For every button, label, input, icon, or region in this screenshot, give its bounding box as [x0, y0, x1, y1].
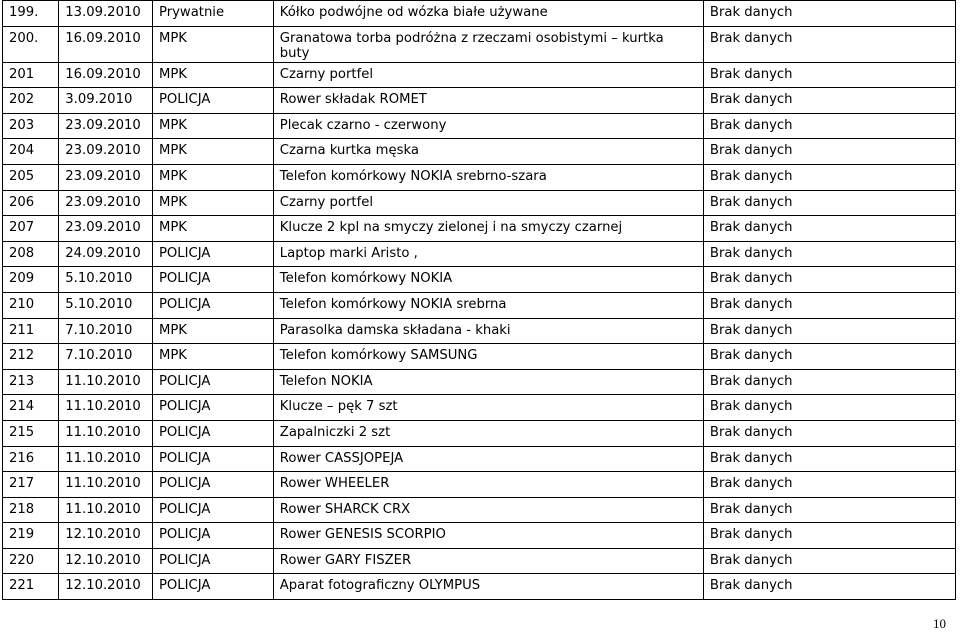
cell-number [3, 292, 59, 318]
cell-number [3, 113, 59, 139]
cell-number-text: 200. [9, 30, 39, 46]
cell-description [273, 497, 703, 523]
table-row [3, 369, 956, 395]
cell-status-text: Brak danych [709, 194, 793, 210]
cell-number-text: 210 [9, 296, 35, 312]
cell-date [59, 241, 153, 267]
cell-number [3, 190, 59, 216]
cell-institution-text: POLICJA [158, 399, 211, 415]
cell-institution-text: MPK [158, 117, 187, 133]
cell-description-text: Rower GENESIS SCORPIO [279, 527, 446, 543]
cell-date-text: 11.10.2010 [65, 450, 141, 466]
cell-date [59, 26, 153, 62]
cell-institution-text: Prywatnie [158, 5, 225, 20]
table-row [3, 88, 956, 114]
cell-status [703, 497, 955, 523]
table-body [3, 1, 956, 600]
cell-description [273, 190, 703, 216]
cell-status [703, 26, 955, 62]
cell-institution [152, 472, 273, 498]
cell-number-text: 203 [9, 117, 35, 133]
cell-description [273, 62, 703, 88]
cell-date [59, 62, 153, 88]
cell-institution [152, 369, 273, 395]
cell-description-text: Telefon NOKIA [279, 373, 373, 389]
table-row [3, 216, 956, 242]
cell-date-text: 11.10.2010 [65, 373, 141, 389]
cell-status-text: Brak danych [709, 527, 793, 543]
table-row [3, 472, 956, 498]
cell-description-text: Parasolka damska składana - khaki [279, 322, 511, 338]
cell-description-text: Laptop marki Aristo , [279, 245, 418, 261]
cell-status-text: Brak danych [709, 168, 793, 184]
table-row [3, 523, 956, 549]
cell-number-text: 199. [9, 5, 39, 20]
cell-number-text: 211 [9, 322, 35, 338]
table-row [3, 26, 956, 62]
table-row [3, 62, 956, 88]
cell-institution [152, 216, 273, 242]
cell-institution [152, 497, 273, 523]
cell-institution-text: POLICJA [158, 578, 211, 594]
cell-number-text: 213 [9, 373, 35, 389]
cell-description [273, 420, 703, 446]
cell-description-text: Rower SHARCK CRX [279, 501, 411, 517]
cell-date [59, 318, 153, 344]
cell-number [3, 472, 59, 498]
cell-institution [152, 267, 273, 293]
cell-status [703, 88, 955, 114]
cell-number-text: 219 [9, 527, 35, 543]
cell-date [59, 472, 153, 498]
cell-institution-text: POLICJA [158, 476, 211, 492]
cell-date [59, 1, 153, 27]
cell-description [273, 395, 703, 421]
cell-date-text: 12.10.2010 [65, 527, 141, 543]
table-row [3, 241, 956, 267]
cell-institution-text: POLICJA [158, 245, 211, 261]
cell-institution [152, 548, 273, 574]
cell-institution [152, 420, 273, 446]
cell-description-text: Czarna kurtka męska [279, 143, 419, 159]
cell-status-text: Brak danych [709, 245, 793, 261]
cell-description-text: Telefon komórkowy NOKIA [279, 271, 453, 287]
cell-institution-text: POLICJA [158, 296, 211, 312]
cell-institution-text: MPK [158, 322, 187, 338]
cell-institution [152, 190, 273, 216]
table-row [3, 139, 956, 165]
cell-status-text: Brak danych [709, 143, 793, 159]
cell-description [273, 26, 703, 62]
cell-number-text: 207 [9, 220, 35, 236]
cell-number [3, 318, 59, 344]
cell-institution-text: POLICJA [158, 450, 211, 466]
cell-number [3, 216, 59, 242]
cell-date-text: 23.09.2010 [65, 143, 141, 159]
cell-status [703, 216, 955, 242]
cell-description [273, 472, 703, 498]
table-row [3, 113, 956, 139]
cell-date-text: 23.09.2010 [65, 194, 141, 210]
cell-status [703, 574, 955, 600]
cell-date-text: 11.10.2010 [65, 476, 141, 492]
cell-date-text: 23.09.2010 [65, 220, 141, 236]
cell-institution [152, 344, 273, 370]
table-row [3, 446, 956, 472]
cell-number-text: 212 [9, 348, 35, 364]
cell-number-text: 204 [9, 143, 35, 159]
cell-status [703, 523, 955, 549]
cell-institution-text: MPK [158, 168, 187, 184]
cell-date [59, 113, 153, 139]
cell-number-text: 216 [9, 450, 35, 466]
cell-description-text: Rower składak ROMET [279, 92, 427, 108]
cell-description-text: Kółko podwójne od wózka białe używane [279, 5, 548, 20]
cell-number [3, 446, 59, 472]
cell-description-text: Czarny portfel [279, 66, 373, 82]
cell-status [703, 369, 955, 395]
cell-description [273, 1, 703, 27]
cell-status [703, 190, 955, 216]
cell-status-text: Brak danych [709, 92, 793, 108]
table-row [3, 548, 956, 574]
cell-description [273, 292, 703, 318]
table-row [3, 267, 956, 293]
cell-description [273, 574, 703, 600]
cell-status [703, 420, 955, 446]
cell-description [273, 241, 703, 267]
cell-number-text: 218 [9, 501, 35, 517]
cell-description [273, 267, 703, 293]
cell-institution-text: MPK [158, 30, 187, 46]
cell-date-text: 23.09.2010 [65, 168, 141, 184]
cell-status [703, 344, 955, 370]
cell-number [3, 88, 59, 114]
cell-description [273, 369, 703, 395]
cell-institution [152, 88, 273, 114]
table-row [3, 318, 956, 344]
table-row [3, 344, 956, 370]
cell-date-text: 3.09.2010 [65, 92, 133, 108]
cell-number [3, 241, 59, 267]
cell-date-text: 24.09.2010 [65, 245, 141, 261]
cell-number-text: 208 [9, 245, 35, 261]
cell-description [273, 344, 703, 370]
cell-description-text: Aparat fotograficzny OLYMPUS [279, 578, 481, 594]
cell-date [59, 139, 153, 165]
cell-status [703, 62, 955, 88]
cell-institution-text: MPK [158, 143, 187, 159]
cell-description [273, 164, 703, 190]
cell-status [703, 1, 955, 27]
page-number: 10 [933, 616, 946, 631]
cell-number [3, 344, 59, 370]
cell-description [273, 216, 703, 242]
cell-institution [152, 292, 273, 318]
cell-date-text: 16.09.2010 [65, 66, 141, 82]
cell-date [59, 369, 153, 395]
cell-institution [152, 318, 273, 344]
cell-institution-text: MPK [158, 194, 187, 210]
cell-status [703, 292, 955, 318]
cell-status [703, 446, 955, 472]
cell-institution-text: MPK [158, 220, 187, 236]
cell-date [59, 497, 153, 523]
cell-status-text: Brak danych [709, 501, 793, 517]
cell-status [703, 267, 955, 293]
cell-description-text: Rower GARY FISZER [279, 552, 412, 568]
cell-number [3, 62, 59, 88]
cell-institution-text: POLICJA [158, 552, 211, 568]
cell-date-text: 5.10.2010 [65, 271, 133, 287]
cell-institution [152, 395, 273, 421]
cell-institution [152, 139, 273, 165]
cell-date [59, 344, 153, 370]
cell-description [273, 523, 703, 549]
cell-date [59, 164, 153, 190]
cell-institution-text: POLICJA [158, 271, 211, 287]
cell-number-text: 201 [9, 66, 35, 82]
cell-number [3, 497, 59, 523]
cell-description [273, 113, 703, 139]
cell-date-text: 7.10.2010 [65, 348, 133, 364]
cell-date [59, 574, 153, 600]
cell-description-text: Telefon komórkowy NOKIA srebrno-szara [279, 168, 547, 184]
cell-number [3, 395, 59, 421]
cell-number [3, 523, 59, 549]
cell-institution [152, 26, 273, 62]
cell-status [703, 113, 955, 139]
cell-number-text: 202 [9, 92, 35, 108]
cell-status-text: Brak danych [709, 450, 793, 466]
table-row [3, 190, 956, 216]
cell-date [59, 88, 153, 114]
cell-number [3, 369, 59, 395]
cell-status-text: Brak danych [709, 117, 793, 133]
cell-date-text: 7.10.2010 [65, 322, 133, 338]
cell-status-text: Brak danych [709, 578, 793, 594]
table-row [3, 164, 956, 190]
cell-institution-text: POLICJA [158, 527, 211, 543]
cell-institution [152, 523, 273, 549]
cell-institution [152, 62, 273, 88]
cell-number [3, 1, 59, 27]
cell-status-text: Brak danych [709, 424, 793, 440]
cell-description-text: Telefon komórkowy SAMSUNG [279, 348, 478, 364]
cell-date-text: 12.10.2010 [65, 552, 141, 568]
cell-institution-text: MPK [158, 348, 187, 364]
cell-number-text: 209 [9, 271, 35, 287]
cell-number-text: 206 [9, 194, 35, 210]
cell-status-text: Brak danych [709, 271, 793, 287]
cell-status-text: Brak danych [709, 399, 793, 415]
cell-date-text: 5.10.2010 [65, 296, 133, 312]
cell-description-text: Zapalniczki 2 szt [279, 424, 391, 440]
cell-description-text: Klucze 2 kpl na smyczy zielonej i na smyczy czarnej [279, 220, 623, 236]
table-row [3, 497, 956, 523]
cell-status [703, 241, 955, 267]
cell-number [3, 548, 59, 574]
cell-status-text: Brak danych [709, 66, 793, 82]
cell-date-text: 12.10.2010 [65, 578, 141, 594]
cell-date [59, 420, 153, 446]
cell-institution [152, 113, 273, 139]
cell-number [3, 420, 59, 446]
cell-number-text: 217 [9, 476, 35, 492]
cell-status-text: Brak danych [709, 552, 793, 568]
cell-number [3, 267, 59, 293]
cell-date [59, 548, 153, 574]
cell-date-text: 13.09.2010 [65, 5, 141, 20]
cell-number-text: 215 [9, 424, 35, 440]
cell-status-text: Brak danych [709, 220, 793, 236]
cell-status-text: Brak danych [709, 296, 793, 312]
cell-status-text: Brak danych [709, 322, 793, 338]
cell-institution-text: POLICJA [158, 424, 211, 440]
cell-number [3, 139, 59, 165]
cell-number [3, 574, 59, 600]
cell-status-text: Brak danych [709, 373, 793, 389]
cell-description [273, 88, 703, 114]
table-row [3, 574, 956, 600]
cell-number [3, 164, 59, 190]
table-row [3, 420, 956, 446]
cell-description [273, 318, 703, 344]
cell-date [59, 190, 153, 216]
cell-date [59, 523, 153, 549]
cell-description-text: Czarny portfel [279, 194, 373, 210]
cell-institution-text: POLICJA [158, 501, 211, 517]
cell-status-text: Brak danych [709, 476, 793, 492]
cell-date-text: 16.09.2010 [65, 30, 141, 46]
cell-date-text: 11.10.2010 [65, 501, 141, 517]
cell-institution [152, 241, 273, 267]
cell-description-text: Telefon komórkowy NOKIA srebrna [279, 296, 507, 312]
cell-status [703, 395, 955, 421]
cell-number-text: 205 [9, 168, 35, 184]
cell-date-text: 11.10.2010 [65, 399, 141, 415]
cell-description-text: Klucze – pęk 7 szt [279, 399, 398, 415]
cell-date [59, 216, 153, 242]
cell-description-text: Plecak czarno - czerwony [279, 117, 447, 133]
cell-description [273, 446, 703, 472]
cell-status-text: Brak danych [709, 5, 793, 20]
cell-description [273, 139, 703, 165]
cell-number-text: 221 [9, 578, 35, 594]
cell-institution-text: POLICJA [158, 92, 211, 108]
cell-status [703, 164, 955, 190]
cell-description [273, 548, 703, 574]
found-items-table [2, 0, 956, 600]
cell-description-text: Rower CASSJOPEJA [279, 450, 404, 466]
cell-number-text: 214 [9, 399, 35, 415]
cell-description-text: Granatowa torba podróżna z rzeczami osobistymi – kurtka buty [279, 30, 664, 62]
cell-date [59, 292, 153, 318]
cell-institution [152, 1, 273, 27]
cell-date-text: 23.09.2010 [65, 117, 141, 133]
cell-status-text: Brak danych [709, 30, 793, 46]
cell-date [59, 395, 153, 421]
cell-date-text: 11.10.2010 [65, 424, 141, 440]
cell-status-text: Brak danych [709, 348, 793, 364]
cell-number-text: 220 [9, 552, 35, 568]
cell-institution [152, 574, 273, 600]
cell-institution-text: POLICJA [158, 373, 211, 389]
table-row [3, 292, 956, 318]
cell-number [3, 26, 59, 62]
table-row [3, 1, 956, 27]
cell-description-text: Rower WHEELER [279, 476, 390, 492]
cell-date [59, 446, 153, 472]
cell-status [703, 548, 955, 574]
cell-status [703, 472, 955, 498]
cell-date [59, 267, 153, 293]
cell-institution-text: MPK [158, 66, 187, 82]
table-row [3, 395, 956, 421]
cell-status [703, 139, 955, 165]
cell-status [703, 318, 955, 344]
cell-institution [152, 446, 273, 472]
cell-institution [152, 164, 273, 190]
